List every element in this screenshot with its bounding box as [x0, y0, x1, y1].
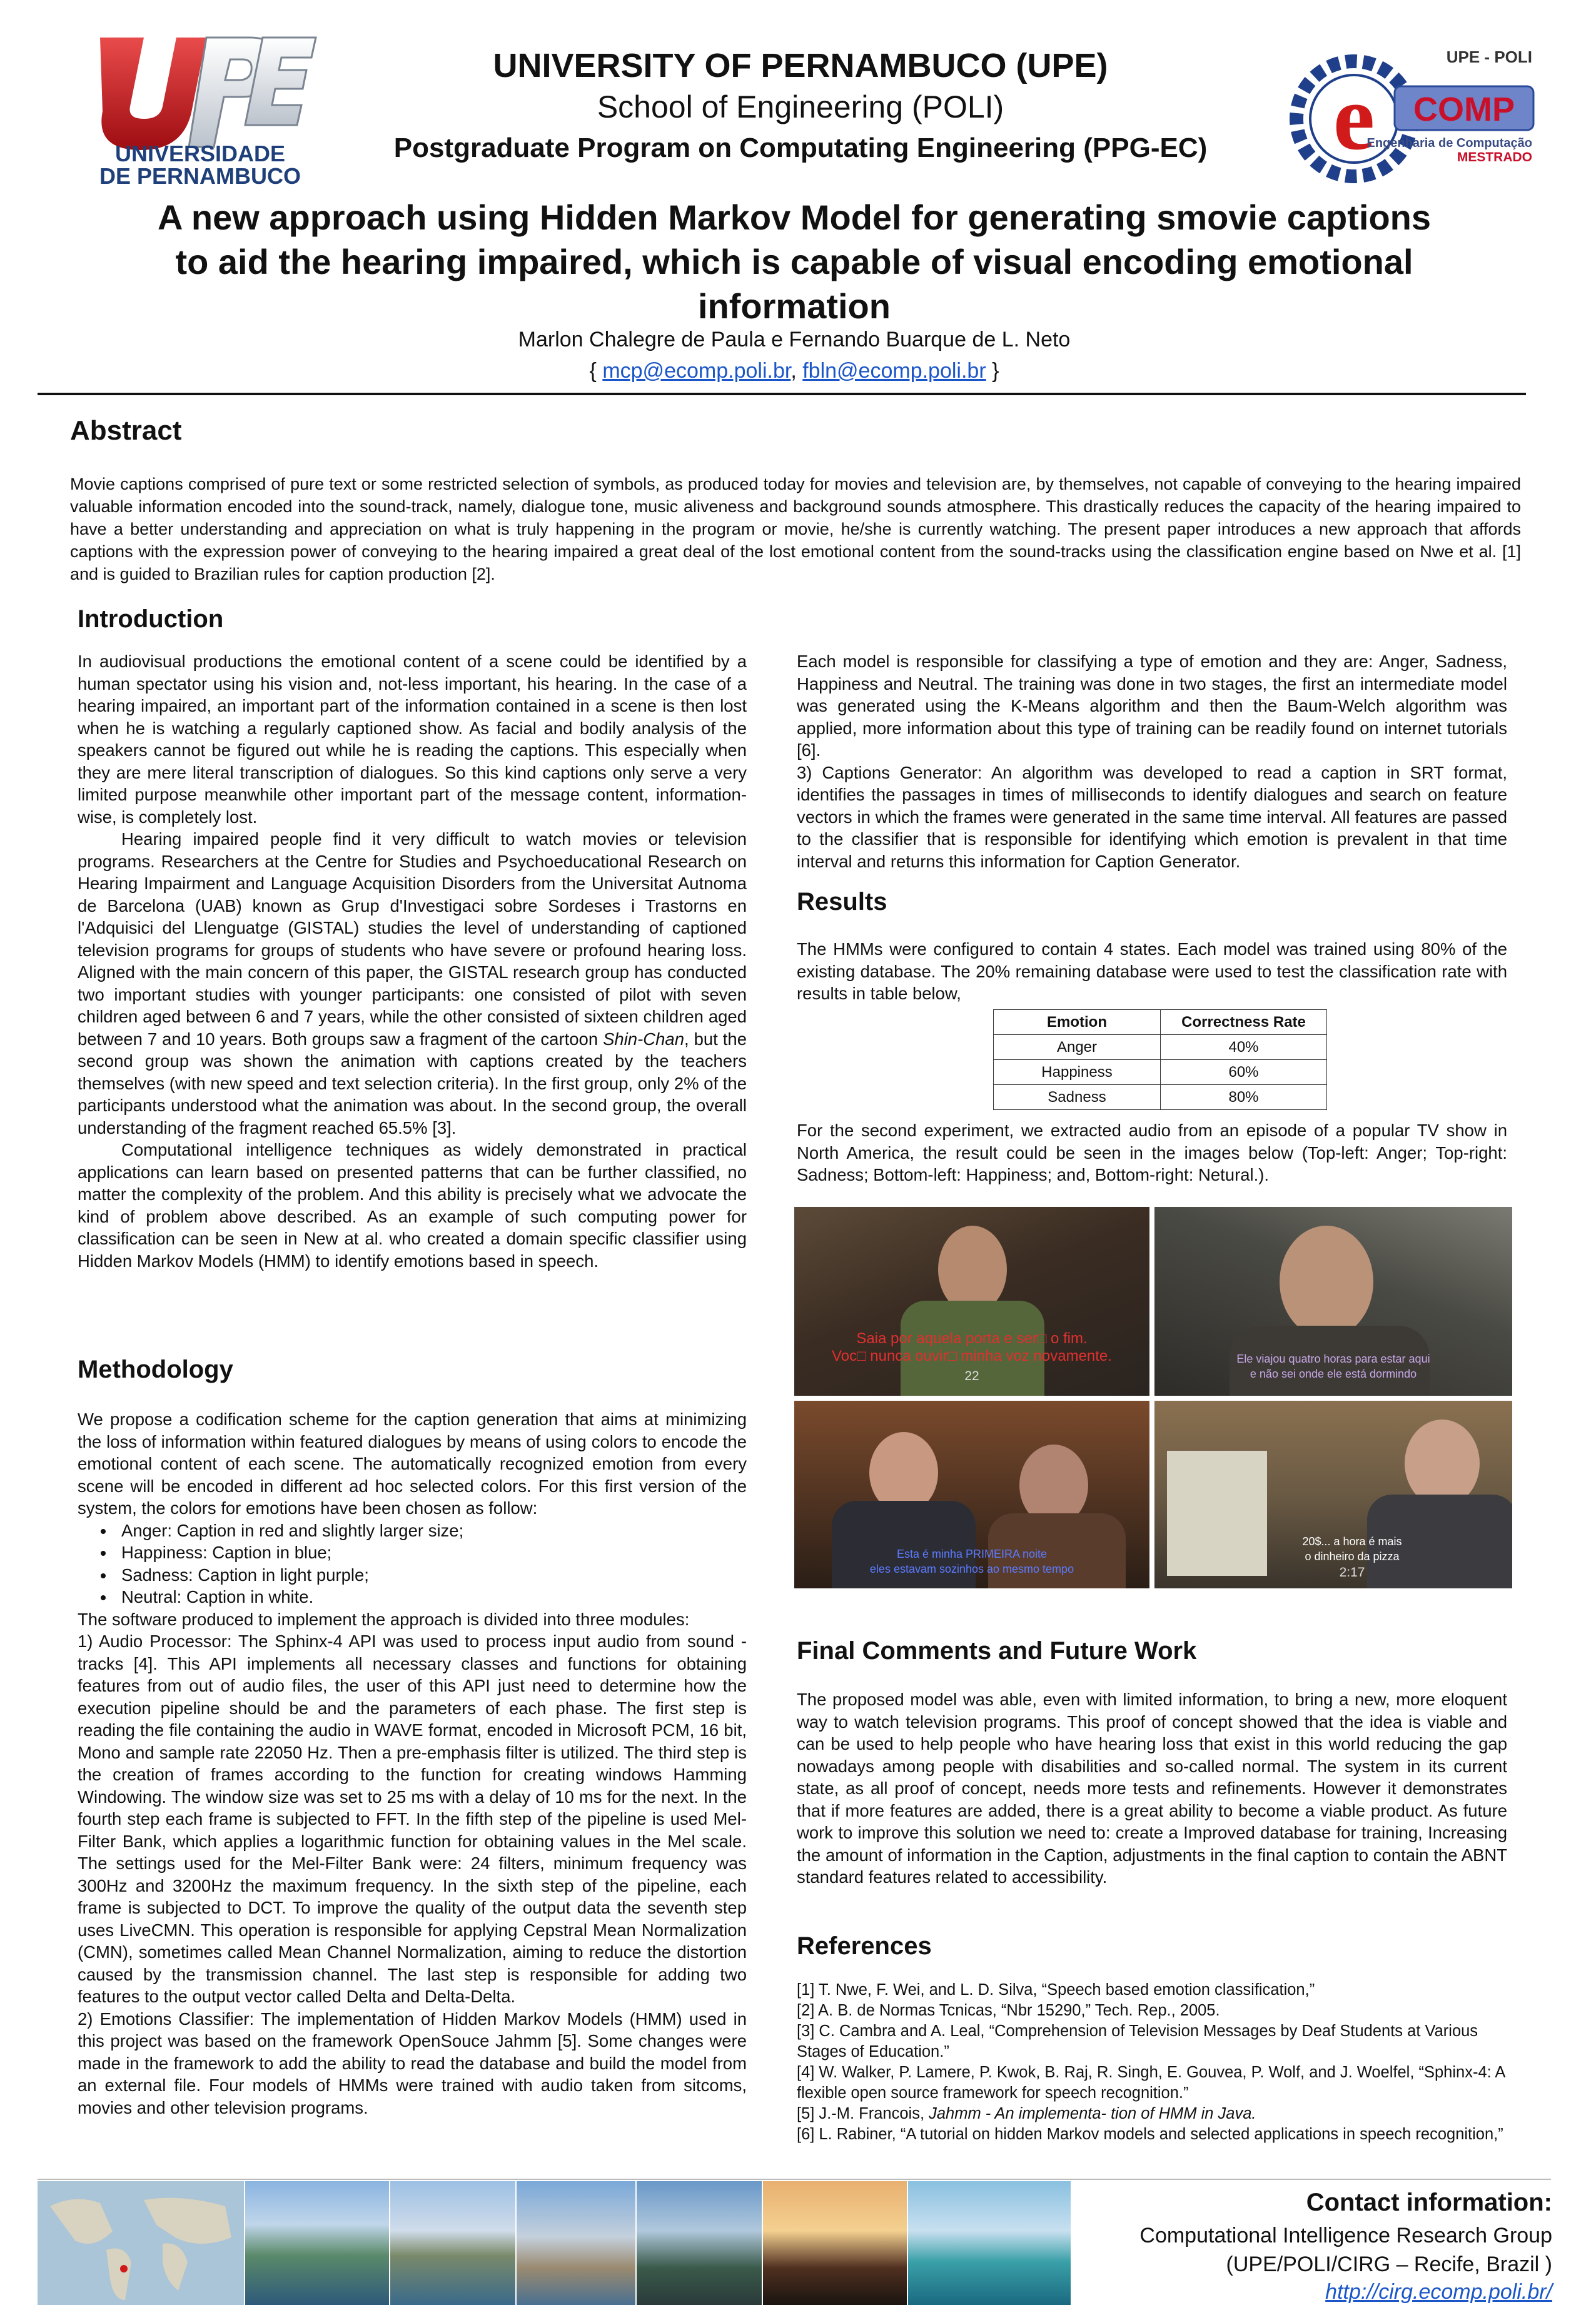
- person-head: [1280, 1226, 1373, 1338]
- list-item: • Neutral: Caption in white.: [115, 1586, 747, 1608]
- table-row: [994, 1035, 1327, 1060]
- ecomp-logo-graphic: [1288, 38, 1538, 194]
- references-list: [797, 1980, 1507, 2145]
- upe-logo-line1: UNIVERSIDADE: [114, 141, 286, 166]
- screenshot-sadness: [1154, 1207, 1512, 1396]
- final-comments-heading: Final Comments and Future Work: [797, 1637, 1197, 1665]
- beach-photo-1: [517, 2181, 635, 2305]
- email-separator: ,: [790, 359, 797, 383]
- introduction-paragraph-2: [78, 828, 747, 1139]
- caption-time: 2:17: [1339, 1565, 1365, 1580]
- table-header-row: [994, 1010, 1327, 1035]
- table-cell-rate: 80%: [1161, 1085, 1327, 1110]
- beach-photo-2: [637, 2181, 762, 2305]
- intro-p2-italic: Shin-Chan: [603, 1029, 685, 1049]
- ecomp-logo-top: UPE - POLI: [1446, 48, 1532, 66]
- author-emails: [75, 359, 1513, 383]
- upe-logo-graphic: [81, 31, 319, 188]
- sunset-photo: [763, 2181, 907, 2305]
- table-cell-emotion: Sadness: [994, 1085, 1161, 1110]
- caption-line-1: Ele viajou quatro horas para estar aqui: [1236, 1353, 1430, 1365]
- contact-heading: Contact information:: [1306, 2189, 1552, 2216]
- reference-item: [4] W. Walker, P. Lamere, P. Kwok, B. Raj, R. Singh, E. Gouvea, P. Wolf, and J. Woelfel, “Sphinx-4: A flexible open source framework for speech recognition.”: [797, 2064, 1505, 2102]
- caption-time: 22: [964, 1369, 979, 1383]
- footer-divider: [38, 2179, 1551, 2180]
- caption-line-2: Voc□ nunca ouvir□ minha voz novamente.: [832, 1348, 1112, 1364]
- email-link-2[interactable]: fbln@ecomp.poli.br: [802, 359, 986, 383]
- school-name: School of Engineering (POLI): [597, 89, 1004, 124]
- reference-item: [1] T. Nwe, F. Wei, and L. D. Silva, “Speech based emotion classification,”: [797, 1981, 1315, 1999]
- person-head: [938, 1226, 1007, 1313]
- list-item: • Anger: Caption in red and slightly larger size;: [115, 1520, 747, 1542]
- results-table: [993, 1009, 1327, 1110]
- ecomp-logo-e: e: [1333, 66, 1375, 169]
- caption-line-2: o dinheiro da pizza: [1305, 1550, 1400, 1563]
- university-name: UNIVERSITY OF PERNAMBUCO (UPE): [493, 47, 1108, 84]
- city-photo-1: [245, 2181, 389, 2305]
- methodology-paragraph-3: 1) Audio Processor: The Sphinx-4 API was used to process input audio from sound -tracks [4]. This API implements all necessary classes and functions for obtaining features from out of audio files, the user of this API just need to determine how the execution pipeline should be and the parameters of each phase. The first step is reading the file containing the audio in WAVE format, encoded in Microsoft PCM, 16 bit, Mono and sample rate 22050 Hz. Then a pre-emphasis filter is utilized. The third step is the creation of frames according to the function for creating windows Hamming Windowing. The window size was set to 25 ms with a delay of 10 ms for the next. In the fourth step each frame is subjected to FFT. In the fifth step of the pipeline is used Mel-Filter Bank, which applies a logarithmic function for obtaining values in the Mel scale. The settings used for the Mel-Filter Bank were: 24 filters, minimum frequency was 300Hz and 3200Hz the maximum frequency. In the sixth step of the pipeline, each frame is subjected to DCT. To improve the quality of the output data the seventh step uses LiveCMN. This operation is responsible for applying Cepstral Mean Normalization (CMN), sometimes called Mean Channel Normalization, aiming to reduce the distortion caused by the transmission channel. The last step is responsible for adding two features to the output vector called Delta and Delta-Delta.: [78, 1632, 747, 2006]
- table-cell-rate: 40%: [1161, 1035, 1327, 1060]
- reference-item: [3] C. Cambra and A. Leal, “Comprehension of Television Messages by Deaf Students at Various Stages of Education.”: [797, 2022, 1478, 2060]
- upe-logo: [81, 31, 319, 188]
- world-map-image: [38, 2181, 244, 2305]
- intro-p2-text-a: Hearing impaired people find it very difficult to watch movies or television programs. Researchers at the Centre for Studies and Psychoeducational Research on Hearing Impairment and Language Acquisition Disorders from the Universitat Autnoma de Barcelona (UAB) known as Grup d'Investigaci sobre Sordeses i Trastorns en l'Adquisici del Llenguatge (GISTAL) studies the level of understanding of captioned television programs for groups of students who have severe or profound hearing loss. Aligned with the main concern of this paper, the GISTAL research group has conducted two important studies with younger participants: one consisted of pilot with seven children aged between 6 and 7 years, while the other consisted of sixteen children aged between 7 and 10 years. Both groups saw a fragment of the cartoon: [78, 829, 747, 1049]
- screenshot-neutral: [1154, 1401, 1512, 1588]
- ecomp-logo-sub2: MESTRADO: [1457, 150, 1532, 164]
- table-row: [994, 1060, 1327, 1085]
- methodology-paragraph-4: 2) Emotions Classifier: The implementation of Hidden Markov Models (HMM) used in this project was based on the framework OpenSouce Jahmm [5]. Some changes were made in the framework to add the ability to read the database and build the model from an external file. Four models of HMMs were trained with audio taken from sitcoms, movies and other television programs.: [78, 2009, 747, 2117]
- introduction-paragraph-3: Computational intelligence techniques as widely demonstrated in practical applications can learn based on presented patterns that can be further classified, no matter the complexity of the problem. And this ability is precisely what we advocate the kind of problem above described. As an example of such computing power for classification can be seen in New at al. who created a domain specific classifier using Hidden Markov Models (HMM) to identify emotions based in speech.: [78, 1140, 747, 1271]
- introduction-paragraph-1: In audiovisual productions the emotional content of a scene could be identified by a human spectator using his vision and, not-less important, his hearing. In the case of a hearing impaired, an important part of the information contained in a scene is then lost when he is watching a regularly captioned show. As facial and bodily analysis of the speakers cannot be figured out while he is reading the captions. This especially when they are mere literal transcription of dialogues. So this kind captions only serve a very limited purpose meanwhile other important part of the message content, information-wise, is completely lost.: [78, 652, 747, 827]
- title-divider: [38, 393, 1526, 395]
- person-head: [1405, 1420, 1480, 1507]
- paper-title: [75, 195, 1513, 328]
- references-heading: References: [797, 1932, 932, 1960]
- model-paragraph-1: Each model is responsible for classifying a type of emotion and they are: Anger, Sadness, Happiness and Neutral. The training was done in two stages, the first an intermediate model was generated using the K-Means algorithm and then the Baum-Welch algorithm was applied, more information about this type of training can be readily found on internet tutorials [6].: [797, 652, 1507, 760]
- brace-close: }: [992, 359, 999, 383]
- brace-open: {: [589, 359, 597, 383]
- paper-title-line1: A new approach using Hidden Markov Model for generating smovie captions: [157, 198, 1431, 237]
- list-item: • Happiness: Caption in blue;: [115, 1541, 747, 1564]
- results-paragraph-2: For the second experiment, we extracted audio from an episode of a popular TV show in North America, the result could be seen in the images below (Top-left: Anger; Top-right: Sadness; Bottom-left: Happiness; and, Bottom-right: Netural.).: [797, 1121, 1507, 1184]
- final-comments-text: The proposed model was able, even with limited information, to bring a new, more eloquent way to watch television programs. This proof of concept showed that the idea is viable and can be used to help people who have hearing loss that exist in this world reducing the gap nowadays among people with disabilities and so-called normal. The system in its current state, as all proof of concept, needs more tests and refinements. However it demonstrates that if more features are added, there is a great ability to become a viable product. As future work to improve this solution we need to: create a Improved database for training, Increasing the amount of information in the Caption, adjustments in the final caption to contain the ABNT standard features related to accessibility.: [797, 1690, 1507, 1887]
- reference-item: [2] A. B. de Normas Tcnicas, “Nbr 15290,” Tech. Rep., 2005.: [797, 2002, 1220, 2019]
- fridge: [1167, 1451, 1267, 1576]
- ecomp-logo: [1288, 38, 1538, 194]
- program-name: Postgraduate Program on Computating Engineering (PPG-EC): [393, 133, 1208, 163]
- authors: Marlon Chalegre de Paula e Fernando Buarque de L. Neto: [518, 328, 1071, 351]
- contact-line-1: Computational Intelligence Research Group: [1139, 2224, 1552, 2247]
- upe-logo-line2: DE PERNAMBUCO: [99, 163, 301, 188]
- email-link-1[interactable]: mcp@ecomp.poli.br: [602, 359, 791, 383]
- table-cell-emotion: Anger: [994, 1035, 1161, 1060]
- introduction-body: [78, 650, 747, 1272]
- introduction-heading: Introduction: [78, 605, 224, 633]
- paper-title-line2: to aid the hearing impaired, which is capable of visual encoding emotional: [175, 242, 1413, 281]
- reference-item: [797, 2104, 1507, 2124]
- table-cell-rate: 60%: [1161, 1060, 1327, 1085]
- table-row: [994, 1085, 1327, 1110]
- list-item: • Sadness: Caption in light purple;: [115, 1564, 747, 1586]
- caption-line-1: Esta é minha PRIMEIRA noite: [896, 1548, 1048, 1560]
- reference-italic: Jahmm - An implementa- tion of HMM in Java.: [929, 2105, 1256, 2122]
- ecomp-logo-sub: Engenharia de Computação: [1366, 136, 1532, 150]
- caption-line-2: e não sei onde ele está dormindo: [1250, 1368, 1417, 1380]
- coast-photo: [908, 2181, 1071, 2305]
- paper-title-line3: information: [698, 286, 891, 326]
- table-cell-emotion: Happiness: [994, 1060, 1161, 1085]
- intro-p2-text-b: , but the second group was shown the animation with captions created by the teachers themselves (with new speed and text selection criteria). In the first group, only 2% of the participants understood what the animation was about. In the second group, the overall understanding of the fragment reached 65.5% [3].: [78, 1029, 747, 1137]
- results-paragraph-1: The HMMs were configured to contain 4 states. Each model was trained using 80% of the existing database. The 20% remaining database were used to test the classification rate with results in table below,: [797, 939, 1507, 1003]
- abstract-heading: Abstract: [70, 415, 182, 446]
- city-photo-2: [390, 2181, 515, 2305]
- reference-prefix: [5] J.-M. Francois,: [797, 2105, 929, 2122]
- ecomp-logo-comp: COMP: [1413, 91, 1515, 128]
- screenshot-anger: [794, 1207, 1149, 1396]
- model-paragraph-2: 3) Captions Generator: An algorithm was developed to read a caption in SRT format, identifies the passages in times of milliseconds to identify dialogues and search on feature vectors in which the frames were generated in the same time interval. All features are passed to the classifier that is responsible for identifying which emotion is prevalent in that time interval and returns this information for Caption Generator.: [797, 762, 1507, 871]
- caption-line-2: eles estavam sozinhos ao mesmo tempo: [869, 1563, 1074, 1575]
- contact-url-link[interactable]: http://cirg.ecomp.poli.br/: [1325, 2280, 1552, 2304]
- column-header-rate: Correctness Rate: [1161, 1010, 1327, 1035]
- contact-line-2: (UPE/POLI/CIRG – Recife, Brazil ): [1226, 2252, 1552, 2276]
- world-map-graphic: [38, 2181, 244, 2305]
- emotion-color-list: [78, 1520, 747, 1608]
- model-description: [797, 650, 1507, 872]
- column-header-emotion: Emotion: [994, 1010, 1161, 1035]
- results-heading: Results: [797, 888, 887, 915]
- methodology-body: [78, 1408, 747, 2119]
- caption-line-1: 20$... a hora é mais: [1302, 1535, 1402, 1548]
- caption-line-1: Saia por aquela porta e ser□ o fim.: [856, 1330, 1088, 1347]
- methodology-paragraph-1: We propose a codification scheme for the caption generation that aims at minimizing the loss of information within featured dialogues by means of using colors to encode the emotional content of each scene. The automatically recognized emotion from every scene will be encoded in different ad hoc selected colors. For this first version of the system, the colors for emotions have been chosen as follow:: [78, 1410, 747, 1518]
- methodology-heading: Methodology: [78, 1356, 233, 1383]
- abstract-text: Movie captions comprised of pure text or some restricted selection of symbols, as produced today for movies and television are, by themselves, not capable of conveying to the hearing impaired valuable information encoded into the sound-track, namely, dialogue tone, music aliveness and background sounds atmosphere. This drastically reduces the capacity of the hearing impaired to have a better understanding and appreciation on what is truly happening in the program or movie, he/she is currently watching. The present paper introduces a new approach that affords captions with the expression power of conveying to the hearing impaired a great deal of the lost emotional content from the sound-tracks using the classification engine based on Nwe et al. [1] and is guided to Brazilian rules for caption production [2].: [70, 475, 1521, 583]
- screenshot-happiness: [794, 1401, 1149, 1588]
- reference-item: [6] L. Rabiner, “A tutorial on hidden Markov models and selected applications in speech recognition,”: [797, 2126, 1503, 2143]
- methodology-paragraph-2: The software produced to implement the approach is divided into three modules:: [78, 1609, 690, 1629]
